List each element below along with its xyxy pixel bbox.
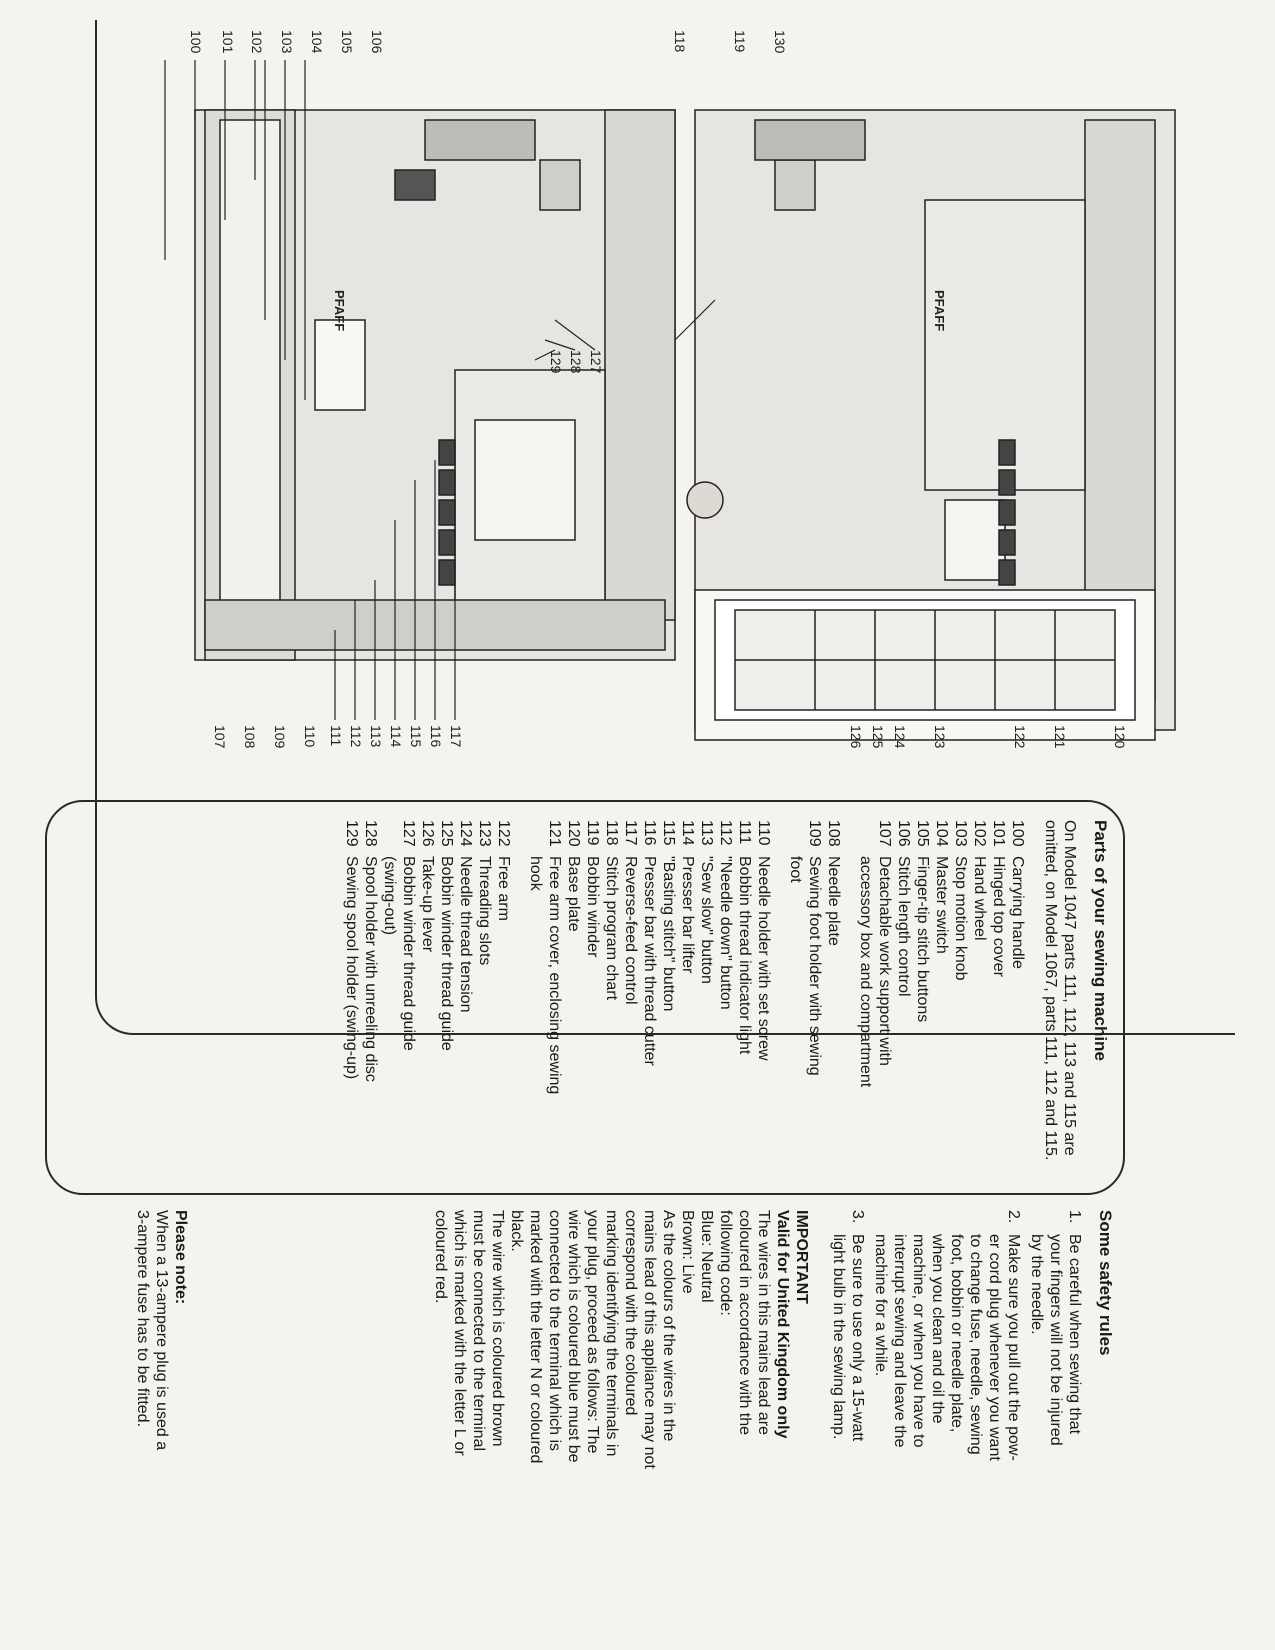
parts-list-item [602,820,621,1180]
safety-rules [431,1210,1115,1630]
safety-rule-line: machine, or when you have to [909,1234,927,1448]
important-line: coloured in accordance with the [735,1210,753,1436]
parts-list-item [894,820,913,1180]
parts-item-label: Hand wheel [970,856,988,941]
parts-list-item [970,820,989,1180]
parts-item-number: 118 [602,820,620,846]
safety-rule-line: interrupt sewing and leave the [890,1234,908,1448]
brand-label-lower: PFAFF [932,290,947,332]
safety-rule [871,1210,1023,1630]
parts-list-item [875,820,894,1180]
parts-item-number: 111 [735,820,753,845]
parts-list-item [380,820,399,1180]
parts-item-label: Threading slots [475,856,493,966]
safety-rule-line: Be sure to use only a 15-watt [848,1234,866,1442]
parts-items [342,820,1027,1180]
parts-item-number: 123 [475,820,493,847]
parts-list-item [856,820,875,1180]
parts-list-item [824,820,843,1180]
parts-item-number: 105 [913,820,931,847]
safety-rule-line: to change fuse, needle, sewing [966,1234,984,1455]
parts-list-item [361,820,380,1180]
parts-list [342,820,1110,1180]
callout-129: 129 [548,350,564,374]
callout-102: 102 [249,30,265,54]
parts-list-item [456,820,475,1180]
callout-125: 125 [870,725,886,749]
parts-item-number: 108 [824,820,842,847]
callout-120: 120 [1112,725,1128,749]
please-note-title: Please note: [172,1210,189,1305]
parts-item-label: Free arm cover, enclosing sewing [545,856,563,1095]
important-line: must be connected to the terminal [469,1210,487,1452]
parts-list-item [697,820,716,1180]
parts-item-number: 122 [494,820,512,847]
parts-list-item [1008,820,1027,1180]
parts-list-item [494,820,513,1180]
important-subtitle: Valid for United Kingdom only [773,1210,791,1439]
callout-127: 127 [588,350,604,374]
parts-item-label: Bobbin winder thread guide [399,856,417,1051]
parts-item-label: Stop motion knob [951,856,969,981]
safety-rule-line: light bulb in the sewing lamp. [829,1234,847,1440]
callout-105: 105 [339,30,355,54]
parts-item-number: 120 [564,820,582,847]
parts-list-item [735,820,754,1180]
parts-item-number: 113 [697,820,715,846]
parts-list-item [640,820,659,1180]
parts-item-label: Bobbin thread indicator light [735,856,753,1055]
safety-title: Some safety rules [1096,1210,1115,1356]
parts-item-label: "Needle down" button [716,856,734,1010]
callout-104: 104 [309,30,325,54]
callout-122: 122 [1012,725,1028,749]
please-note-line: 3-ampere fuse has to be fitted. [134,1210,151,1428]
parts-item-number: 106 [894,820,912,847]
parts-item-label: Carrying handle [1008,856,1026,969]
parts-item-number: 124 [456,820,474,847]
callout-101: 101 [220,30,236,54]
callout-116: 116 [428,725,444,748]
parts-list-item [475,820,494,1180]
parts-title: Parts of your sewing machine [1091,820,1110,1061]
parts-list-item [659,820,678,1180]
callout-117: 117 [448,725,464,748]
callout-108: 108 [242,725,258,749]
callout-130: 130 [772,30,788,54]
parts-list-item [913,820,932,1180]
parts-item-label: accessory box and compartment [856,856,874,1088]
parts-item-number: 127 [399,820,417,847]
parts-list-item [342,820,361,1180]
parts-item-label: Sewing spool holder (swing-up) [342,856,360,1080]
important-line: your plug, proceed as follows: The [583,1210,601,1454]
parts-list-item [754,820,773,1180]
callout-114: 114 [388,725,404,748]
callout-112: 112 [348,725,364,748]
upper-stitch-buttons [439,440,455,585]
safety-rule [829,1210,867,1630]
parts-list-item [526,820,545,1180]
safety-rule-number: 3. [848,1210,866,1224]
important-line: wire which is coloured blue must be [564,1210,582,1463]
parts-item-number: 115 [659,820,677,846]
important-line: As the colours of the wires in the [659,1210,677,1442]
parts-item-label: (swing-out) [380,856,398,936]
safety-rule-text [871,1234,1023,1461]
safety-rule-line: your fingers will not be injured [1046,1234,1064,1446]
parts-item-label: Stitch program chart [602,856,620,1001]
parts-item-label: Reverse-feed control [621,856,639,1005]
safety-rule-line: Be careful when sewing that [1065,1234,1083,1435]
callout-124: 124 [892,725,908,749]
parts-item-number [856,820,875,856]
safety-rule-line: er cord plug whenever you want [985,1234,1003,1461]
callout-121: 121 [1052,725,1068,749]
safety-rule-text [829,1234,867,1441]
parts-item-label: Base plate [564,856,582,932]
safety-rule-line: foot, bobbin or needle plate, [947,1234,965,1433]
parts-item-number [380,820,399,856]
callout-109: 109 [272,725,288,749]
parts-list-item [418,820,437,1180]
important-title: IMPORTANT [792,1210,810,1304]
parts-item-label: Stitch length control [894,856,912,997]
please-note-line: When a 13-ampere plug is used a [153,1210,170,1451]
parts-item-label: "Basting stitch" button [659,856,677,1012]
safety-rule-number: 2. [1004,1210,1022,1224]
callout-126: 126 [848,725,864,749]
parts-item-label: Master switch [932,856,950,954]
important-line: Blue: Neutral [697,1210,715,1303]
parts-item-number: 109 [805,820,823,847]
parts-item-number: 104 [932,820,950,847]
parts-list-item [678,820,697,1180]
parts-item-label: Needle plate [824,856,842,946]
parts-item-number: 102 [970,820,988,847]
parts-list-item [437,820,456,1180]
parts-item-number: 119 [583,820,601,846]
important-line: coloured red. [431,1210,449,1304]
callout-110: 110 [302,725,318,748]
important-line: correspond with the coloured [621,1210,639,1416]
stitch-program-grid [735,610,1115,710]
important-line: mains lead of this appliance may not [640,1210,658,1469]
parts-item-label: hook [526,856,544,891]
parts-item-label: Bobbin winder thread guide [437,856,455,1051]
callout-119: 119 [732,30,748,53]
important-line: marking identifying the terminals in [602,1210,620,1457]
parts-list-item [805,820,824,1180]
safety-rule [1027,1210,1084,1630]
parts-item-number: 116 [640,820,658,846]
callout-113: 113 [368,725,384,748]
parts-item-number: 128 [361,820,379,847]
parts-item-number: 101 [989,820,1007,847]
callout-103: 103 [279,30,295,54]
parts-item-number: 125 [437,820,455,847]
parts-item-number: 121 [545,820,563,847]
parts-item-label: Sewing foot holder with sewing [805,856,823,1076]
important-line: black. [507,1210,525,1252]
parts-item-label: Detachable work support with [875,856,893,1066]
callout-115: 115 [408,725,424,748]
important-line: The wire which is coloured brown [488,1210,506,1447]
parts-item-label: Presser bar lifter [678,856,696,974]
parts-list-item [989,820,1008,1180]
parts-note: On Model 1047 parts 111, 112, 113 and 115 are omitted, on Model 1067, parts 111, 112 and 115. [1041,820,1078,1161]
parts-item-label: foot [786,856,804,883]
parts-item-label: Free arm [494,856,512,921]
safety-rule-number: 1. [1065,1210,1083,1224]
parts-item-label: Needle thread tension [456,856,474,1013]
safety-rule-line: by the needle. [1027,1234,1045,1335]
important-line: connected to the terminal which is [545,1210,563,1452]
parts-item-number: 117 [621,820,639,846]
important-line: following code: [716,1210,734,1316]
parts-list-item [564,820,583,1180]
safety-rule-text [1027,1234,1084,1446]
machine-open [687,110,1175,740]
parts-item-label: Bobbin winder [583,856,601,958]
parts-item-label: Presser bar with thread cutter [640,856,658,1066]
safety-rule-line: machine for a while. [871,1234,889,1377]
important-line: marked with the letter N or coloured [526,1210,544,1464]
callout-111: 111 [328,725,344,747]
parts-item-number: 100 [1008,820,1026,847]
brand-label-upper: PFAFF [332,290,347,332]
safety-rule-line: when you clean and oil the [928,1234,946,1424]
callout-128: 128 [568,350,584,374]
parts-list-item [786,820,805,1180]
parts-item-number: 112 [716,820,734,846]
safety-rule-list [829,1210,1084,1630]
safety-rule-line: Make sure you pull out the pow- [1004,1234,1022,1461]
parts-list-item [399,820,418,1180]
parts-item-label: Needle holder with set screw [754,856,772,1061]
lower-stitch-buttons [999,440,1015,585]
callout-106: 106 [369,30,385,54]
callout-107: 107 [212,725,228,749]
callout-100: 100 [188,30,204,54]
parts-item-number: 103 [951,820,969,847]
parts-list-item [621,820,640,1180]
parts-item-label: Spool holder with unreeling disc [361,856,379,1082]
parts-list-item [716,820,735,1180]
parts-item-number [786,820,805,856]
parts-item-number: 110 [754,820,772,846]
important-line: Brown: Live [678,1210,696,1294]
important-line: which is marked with the letter L or [450,1210,468,1456]
parts-list-item [583,820,602,1180]
parts-list-item [545,820,564,1180]
parts-item-label: "Sew slow" button [697,856,715,984]
parts-item-label: Finger-tip stitch buttons [913,856,931,1023]
parts-list-item [951,820,970,1180]
important-line: The wires in this mains lead are [754,1210,772,1435]
parts-list-item [932,820,951,1180]
parts-item-label: Take-up lever [418,856,436,953]
callout-118: 118 [672,30,688,53]
parts-item-number [526,820,545,856]
parts-item-number: 107 [875,820,893,847]
parts-item-label: Hinged top cover [989,856,1007,977]
parts-item-number: 114 [678,820,696,846]
callout-123: 123 [932,725,948,749]
parts-item-number: 126 [418,820,436,847]
important-text [431,1210,773,1630]
parts-item-number: 129 [342,820,360,847]
